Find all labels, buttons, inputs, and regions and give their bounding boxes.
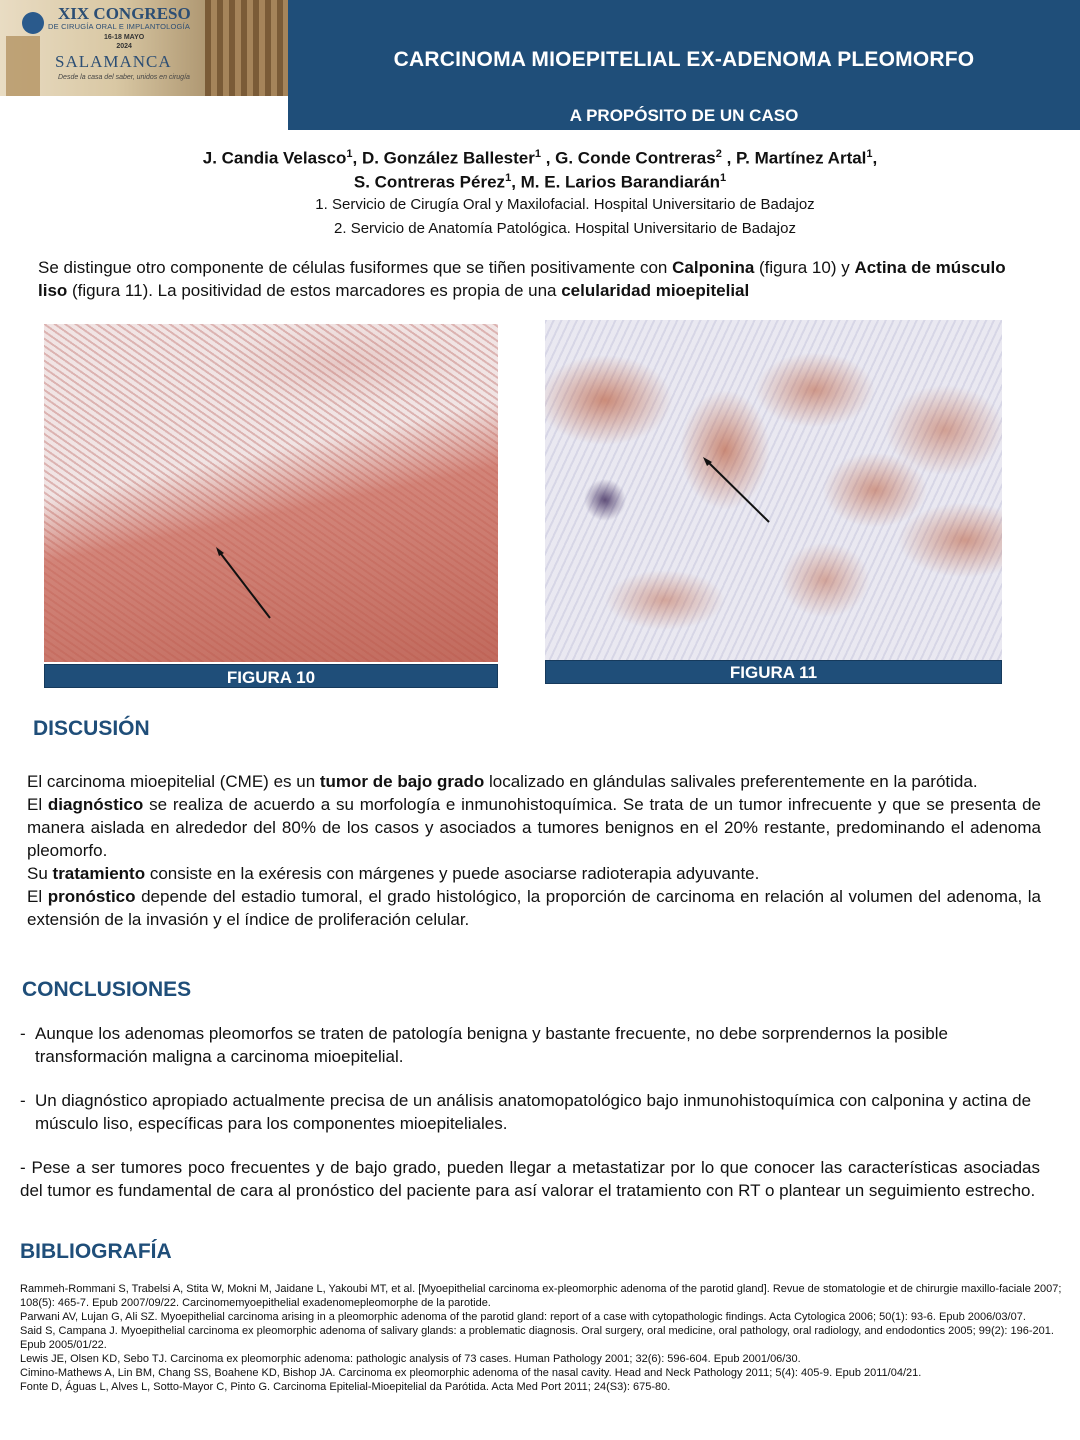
conclusion-item-2 xyxy=(20,1089,1040,1135)
congress-banner xyxy=(0,0,288,96)
dates-line2: 2024 xyxy=(116,43,132,50)
conclusions-heading: CONCLUSIONES xyxy=(22,978,192,1001)
bibliography-heading: BIBLIOGRAFÍA xyxy=(20,1240,172,1263)
author-name: D. González Ballester xyxy=(361,148,535,168)
discussion-p3 xyxy=(27,862,1041,885)
author-sup: 2 xyxy=(715,148,722,160)
conclusion-text: Aunque los adenomas pleomorfos se traten de patología benigna y bastante frecuente, no debe sorprendernos la posible transformación maligna a carcinoma mioepitelial. xyxy=(35,1024,948,1066)
author-sep: , xyxy=(352,148,362,168)
congress-title: XIX CONGRESO xyxy=(58,4,191,23)
text: Su xyxy=(27,864,53,883)
reference-item: Lewis JE, Olsen KD, Sebo TJ. Carcinoma ex pleomorphic adenoma: pathologic analysis of 73 cases. Human Pathology 2001; 32(6): 596-604. Epub 2001/06/30. xyxy=(20,1353,801,1365)
discussion-p2 xyxy=(27,793,1041,862)
reference-item: Fonte D, Águas L, Alves L, Sotto-Mayor C, Pinto G. Carcinoma Epitelial-Mioepitelial da Parótida. Acta Med Port 2011; 24(S3): 675-80. xyxy=(20,1381,671,1393)
author-name: G. Conde Contreras xyxy=(555,148,716,168)
building-facade-image xyxy=(205,0,288,96)
authors-line2 xyxy=(0,172,1080,193)
intro-bold: celularidad mioepitelial xyxy=(561,281,750,300)
intro-text: Se distingue otro componente de células fusiformes que se tiñen positivamente con xyxy=(38,258,673,277)
reference-item: Cimino-Mathews A, Lin BM, Chang SS, Boahene KD, Bishop JA. Carcinoma ex pleomorphic adenoma of the nasal cavity. Head and Neck Pathology 2011; 5(4): 405-9. Epub 2011/04/21. xyxy=(20,1367,922,1379)
author-sep: , xyxy=(872,148,878,168)
congress-city: SALAMANCA xyxy=(55,52,172,71)
affiliation-1: 1. Servicio de Cirugía Oral y Maxilofacial. Hospital Universitario de Badajoz xyxy=(315,196,815,213)
secom-logo-icon xyxy=(22,12,44,34)
figure-11-label: FIGURA 11 xyxy=(545,660,1002,684)
conclusion-text: - Pese a ser tumores poco frecuentes y de bajo grado, pueden llegar a metastatizar por lo que conocer las características asociadas del tumor es fundamental de cara al pronóstico del paciente para así valorar el tratamiento con RT o plantear un seguimiento estrecho. xyxy=(20,1158,1040,1200)
discussion-heading: DISCUSIÓN xyxy=(33,717,150,740)
intro-text: (figura 10) y xyxy=(754,258,855,277)
bold-text: tratamiento xyxy=(52,864,146,883)
conclusion-item-1 xyxy=(20,1022,1040,1068)
conclusion-text: Un diagnóstico apropiado actualmente precisa de un análisis anatomopatológico bajo inmunohistoquímica con calponina y actina de músculo liso, específicas para los componentes mioepiteliales. xyxy=(35,1091,1032,1133)
congress-dates xyxy=(104,33,144,51)
author-sep: , xyxy=(721,148,737,168)
text: localizado en glándulas salivales preferentemente en la parótida. xyxy=(484,772,978,791)
discussion-p1 xyxy=(27,770,1041,793)
author-sup: 1 xyxy=(505,172,512,184)
text: depende del estadio tumoral, el grado histológico, la proporción de carcinoma en relación al volumen del adenoma, la extensión de la invasión y el índice de proliferación celular. xyxy=(27,887,1041,929)
text: El carcinoma mioepitelial (CME) es un xyxy=(27,772,320,791)
bibliography-list xyxy=(20,1282,1064,1394)
intro-text: (figura 11). La positividad de estos marcadores es propia de una xyxy=(67,281,562,300)
intro-bold: Calponina xyxy=(672,258,755,277)
bold-text: pronóstico xyxy=(47,887,136,906)
conclusion-item-3 xyxy=(20,1156,1040,1202)
authors-line1 xyxy=(0,148,1080,169)
reference-item: Said S, Campana J. Myoepithelial carcinoma ex pleomorphic adenoma of salivary glands: a problematic diagnosis. Oral surgery, oral medicine, oral pathology, oral radiology, and endodontics 2005; 99(2): 196-201. Epub 2005/01/22. xyxy=(20,1325,1054,1351)
author-sup: 1 xyxy=(346,148,353,160)
author-name: M. E. Larios Barandiarán xyxy=(520,172,720,192)
text: El xyxy=(27,795,48,814)
author-name: J. Candia Velasco xyxy=(202,148,347,168)
figure-11-histology-image xyxy=(545,320,1002,660)
discussion-p4 xyxy=(27,885,1041,931)
figure-10-histology-image xyxy=(44,324,498,662)
text: consiste en la exéresis con márgenes y puede asociarse radioterapia adyuvante. xyxy=(145,864,760,883)
intro-bold: Actina de músculo liso xyxy=(38,258,1006,300)
figure-10-label: FIGURA 10 xyxy=(44,664,498,688)
author-sup: 1 xyxy=(866,148,873,160)
author-sup: 1 xyxy=(719,172,727,184)
author-sep: , xyxy=(511,172,521,192)
affiliation-2: 2. Servicio de Anatomía Patológica. Hospital Universitario de Badajoz xyxy=(334,220,796,237)
reference-item: Rammeh-Rommani S, Trabelsi A, Stita W, Mokni M, Jaidane L, Yakoubi MT, et al. [Myoepithelial carcinoma ex-pleomorphic adenoma of the parotid gland]. Revue de stomatologie et de chirurgie maxillo-faciale 2007; 108(5): 465-7. Epub 2007/09/22. Carcinomemyoepithelial exadenomepleomorphe de la parotide. xyxy=(20,1283,1062,1309)
dates-line1: 16-18 MAYO xyxy=(104,34,145,41)
author-name: P. Martínez Artal xyxy=(736,148,867,168)
cathedral-tower-image xyxy=(6,36,40,96)
poster-title: CARCINOMA MIOEPITELIAL EX-ADENOMA PLEOMORFO xyxy=(393,48,975,71)
bold-text: diagnóstico xyxy=(47,795,144,814)
author-sep: , xyxy=(540,148,556,168)
reference-item: Parwani AV, Lujan G, Ali SZ. Myoepithelial carcinoma arising in a pleomorphic adenoma of the parotid gland: report of a case with cytopathologic findings. Acta Cytologica 2006; 50(1): 93-6. Epub 2006/03/07. xyxy=(20,1311,1026,1323)
congress-motto: Desde la casa del saber, unidos en cirugía xyxy=(58,74,190,81)
text: se realiza de acuerdo a su morfología e inmunohistoquímica. Se trata de un tumor infrecuente y que se presenta de manera aislada en alrededor del 80% de los casos y asociados a tumores benignos en el 20% restante, predominando el adenoma pleomorfo. xyxy=(27,795,1041,860)
discussion-body xyxy=(27,770,1041,931)
author-name: S. Contreras Pérez xyxy=(353,172,506,192)
intro-paragraph xyxy=(38,256,1038,302)
poster-subtitle: A PROPÓSITO DE UN CASO xyxy=(569,106,799,125)
author-sup: 1 xyxy=(534,148,541,160)
figure-11-arrow xyxy=(545,320,1002,660)
bullet-dash: - xyxy=(20,1091,26,1110)
bullet-dash: - xyxy=(20,1024,26,1043)
bold-text: tumor de bajo grado xyxy=(319,772,485,791)
figure-10-arrow xyxy=(44,324,498,662)
congress-subtitle: DE CIRUGÍA ORAL E IMPLANTOLOGÍA xyxy=(48,22,191,31)
text: El xyxy=(27,887,48,906)
